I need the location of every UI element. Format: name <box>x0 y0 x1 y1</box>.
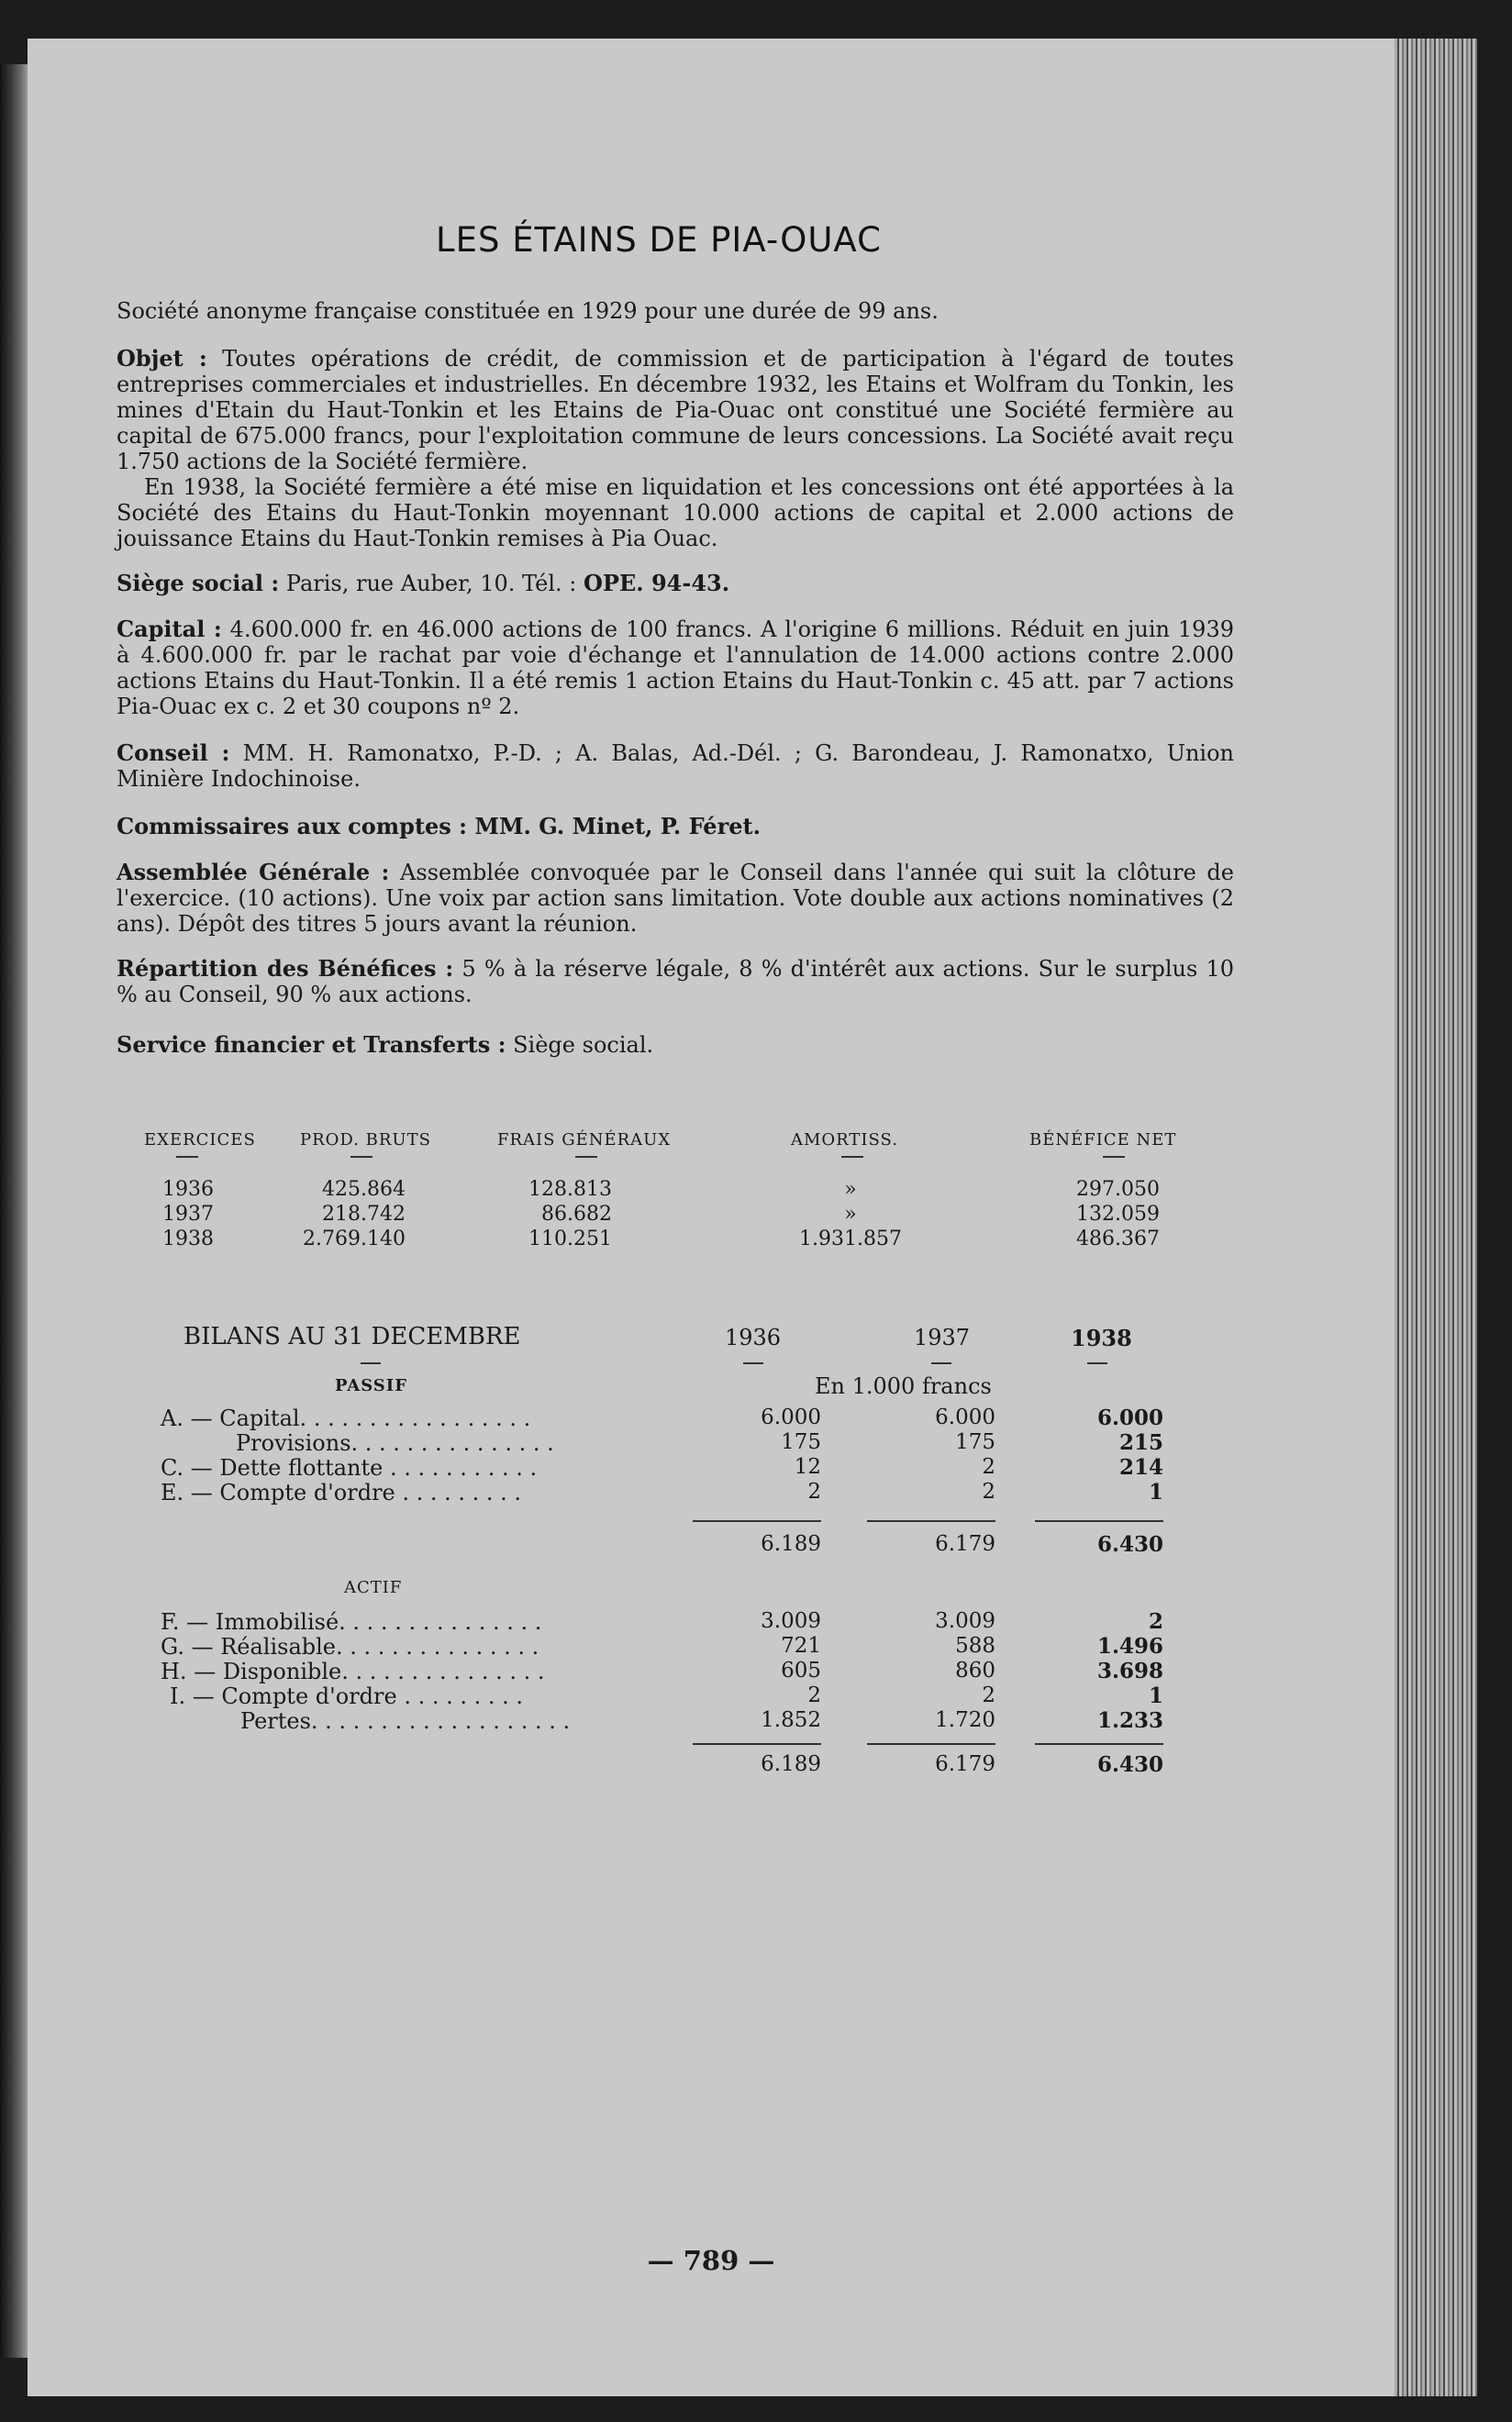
cell-benefice: 486.367 <box>1076 1228 1160 1250</box>
service-text: Siège social. <box>506 1032 654 1058</box>
assemblee-label: Assemblée Générale : <box>117 859 390 885</box>
cell-year: 1937 <box>162 1203 214 1226</box>
passif-value: 1 <box>1148 1480 1163 1505</box>
passif-value: 175 <box>781 1430 821 1454</box>
passif-value: 6.000 <box>935 1405 995 1429</box>
passif-value: 175 <box>955 1430 995 1454</box>
actif-value: 721 <box>781 1634 821 1658</box>
capital-text: 4.600.000 fr. en 46.000 actions de 100 francs. A l'origine 6 millions. Réduit en juin 1939 à 4.600.000 fr. par le rachat par voie d'échange et l'annulation de 14.000 actions contre 2.000 actions Etains du Haut-Tonkin. Il a été remis 1 action Etains du Haut-Tonkin c. 45 att. par 7 actions Pia-Ouac ex c. 2 et 30 coupons nº 2. <box>117 617 1234 719</box>
passif-value: 12 <box>794 1455 821 1479</box>
commissaires-paragraph <box>117 814 1234 839</box>
actif-value: 2 <box>807 1683 821 1707</box>
cell-amortiss: 1.931.857 <box>799 1228 902 1250</box>
actif-value: 1.852 <box>761 1708 821 1732</box>
conseil-text: MM. H. Ramonatxo, P.-D. ; A. Balas, Ad.-Dél. ; G. Barondeau, J. Ramonatxo, Union Minière Indochinoise. <box>117 740 1234 792</box>
total-rule <box>867 1743 995 1745</box>
actif-total: 6.189 <box>761 1752 821 1776</box>
passif-value: 214 <box>1118 1455 1163 1480</box>
siege-label: Siège social : <box>117 570 280 596</box>
service-paragraph <box>117 1032 1234 1058</box>
objet-label: Objet : <box>117 345 207 372</box>
commissaires-text: MM. G. Minet, P. Féret. <box>467 813 761 839</box>
passif-row-label: A. — Capital. . . . . . . . . . . . . . . . . <box>161 1405 531 1431</box>
total-rule <box>1035 1520 1163 1522</box>
results-header-benefice: BÉNÉFICE NET <box>1029 1130 1177 1150</box>
dash <box>1087 1362 1107 1364</box>
header-dash <box>1103 1156 1125 1158</box>
dash <box>743 1362 763 1364</box>
header-dash <box>176 1156 198 1158</box>
page-title: LES ÉTAINS DE PIA-OUAC <box>436 220 882 260</box>
passif-value: 2 <box>982 1480 995 1504</box>
cell-year: 1936 <box>162 1178 214 1201</box>
total-rule <box>867 1520 995 1522</box>
cell-prod: 2.769.140 <box>303 1228 406 1250</box>
bilans-year-1938: 1938 <box>1071 1325 1132 1351</box>
dash <box>361 1362 381 1364</box>
actif-value: 860 <box>955 1659 995 1683</box>
cell-frais: 110.251 <box>528 1228 612 1250</box>
commissaires-label: Commissaires aux comptes : <box>117 813 468 839</box>
passif-total: 6.430 <box>1096 1532 1163 1557</box>
total-rule <box>1035 1743 1163 1745</box>
header-dash <box>841 1156 863 1158</box>
actif-label: ACTIF <box>344 1578 403 1597</box>
actif-value: 3.009 <box>761 1609 821 1633</box>
actif-value: 605 <box>781 1659 821 1683</box>
header-dash <box>575 1156 597 1158</box>
cell-frais: 86.682 <box>541 1203 612 1226</box>
bilans-title: BILANS AU 31 DECEMBRE <box>183 1323 521 1350</box>
cell-amortiss: » <box>844 1178 857 1201</box>
cell-prod: 425.864 <box>322 1178 406 1201</box>
cell-year: 1938 <box>162 1228 214 1250</box>
passif-total: 6.179 <box>935 1532 995 1556</box>
results-header-prod: PROD. BRUTS <box>300 1130 431 1150</box>
objet-paragraph <box>117 346 1234 474</box>
bilans-year-1936: 1936 <box>725 1325 782 1350</box>
service-label: Service financier et Transferts : <box>117 1031 506 1058</box>
bilans-year-1937: 1937 <box>914 1325 971 1350</box>
header-dash <box>350 1156 372 1158</box>
actif-value: 1 <box>1148 1683 1163 1708</box>
capital-label: Capital : <box>117 616 222 642</box>
objet-text: Toutes opérations de crédit, de commission et de participation à l'égard de toutes entreprises commerciales et industrielles. En décembre 1932, les Etains et Wolfram du Tonkin, les mines d'Etain du Haut-Tonkin et les Etains de Pia-Ouac ont constitué une Société fermière au capital de 675.000 francs, pour l'exploitation commune de leurs concessions. La Société avait reçu 1.750 actions de la Société fermière. <box>117 346 1234 474</box>
objet-paragraph-2: En 1938, la Société fermière a été mise en liquidation et les concessions ont été apportées à la Société des Etains du Haut-Tonkin moyennant 10.000 actions de capital et 2.000 actions de jouissance Etains du Haut-Tonkin remises à Pia Ouac. <box>117 474 1234 551</box>
assemblee-text: Assemblée convoquée par le Conseil dans l'année qui suit la clôture de l'exercice. (10 actions). Une voix par action sans limitation. Vote double aux actions nominatives (2 ans). Dépôt des titres 5 jours avant la réunion. <box>117 860 1234 937</box>
dash <box>931 1362 951 1364</box>
actif-value: 3.009 <box>935 1609 995 1633</box>
actif-value: 3.698 <box>1096 1659 1163 1683</box>
conseil-paragraph <box>117 740 1234 792</box>
actif-value: 1.233 <box>1096 1708 1163 1733</box>
repartition-text: 5 % à la réserve légale, 8 % d'intérêt aux actions. Sur le surplus 10 % au Conseil, 90 % aux actions. <box>117 956 1234 1007</box>
passif-value: 215 <box>1118 1430 1163 1455</box>
actif-row-label: G. — Réalisable. . . . . . . . . . . . . . . <box>161 1634 539 1660</box>
actif-row-label: F. — Immobilisé. . . . . . . . . . . . . . . <box>161 1609 542 1635</box>
passif-label: PASSIF <box>335 1376 407 1395</box>
unit-label: En 1.000 francs <box>815 1373 992 1399</box>
passif-value: 2 <box>807 1480 821 1504</box>
cell-frais: 128.813 <box>528 1178 612 1201</box>
passif-value: 2 <box>982 1455 995 1479</box>
intro-paragraph: Société anonyme française constituée en 1929 pour une durée de 99 ans. <box>117 298 939 324</box>
cell-benefice: 132.059 <box>1076 1203 1160 1226</box>
cell-benefice: 297.050 <box>1076 1178 1160 1201</box>
passif-total: 6.189 <box>761 1532 821 1556</box>
siege-paragraph <box>117 571 1234 596</box>
actif-total: 6.179 <box>935 1752 995 1776</box>
passif-value: 6.000 <box>761 1405 821 1429</box>
siege-text: Paris, rue Auber, 10. Tél. : <box>279 571 584 596</box>
passif-row-label: E. — Compte d'ordre . . . . . . . . . <box>161 1480 522 1505</box>
total-rule <box>693 1520 821 1522</box>
actif-row-label: Pertes. . . . . . . . . . . . . . . . . . . <box>240 1708 571 1734</box>
passif-value: 6.000 <box>1096 1405 1163 1430</box>
passif-row-label: C. — Dette flottante . . . . . . . . . . . <box>161 1455 538 1481</box>
actif-value: 588 <box>955 1634 995 1658</box>
conseil-label: Conseil : <box>117 739 230 766</box>
repartition-paragraph <box>117 956 1234 1007</box>
results-header-exercices: EXERCICES <box>144 1130 256 1150</box>
page-edges <box>1395 39 1477 2396</box>
cell-prod: 218.742 <box>322 1203 406 1226</box>
results-header-amortiss: AMORTISS. <box>791 1130 898 1150</box>
cell-amortiss: » <box>844 1203 857 1226</box>
actif-value: 1.496 <box>1096 1634 1163 1659</box>
actif-value: 2 <box>982 1683 995 1707</box>
page-number: — 789 — <box>647 2245 775 2276</box>
assemblee-paragraph <box>117 860 1234 937</box>
actif-value: 2 <box>1148 1609 1163 1634</box>
repartition-label: Répartition des Bénéfices : <box>117 955 454 982</box>
total-rule <box>693 1743 821 1745</box>
passif-row-label: Provisions. . . . . . . . . . . . . . . <box>236 1430 554 1456</box>
book-page <box>28 39 1395 2396</box>
actif-total: 6.430 <box>1096 1752 1163 1777</box>
book-spine-shadow <box>0 64 28 2358</box>
results-header-frais: FRAIS GÉNÉRAUX <box>497 1130 672 1150</box>
siege-tel: OPE. 94-43. <box>584 570 730 596</box>
actif-row-label: I. — Compte d'ordre . . . . . . . . . <box>170 1683 524 1709</box>
actif-value: 1.720 <box>935 1708 995 1732</box>
capital-paragraph <box>117 617 1234 719</box>
actif-row-label: H. — Disponible. . . . . . . . . . . . . . . <box>161 1659 545 1684</box>
